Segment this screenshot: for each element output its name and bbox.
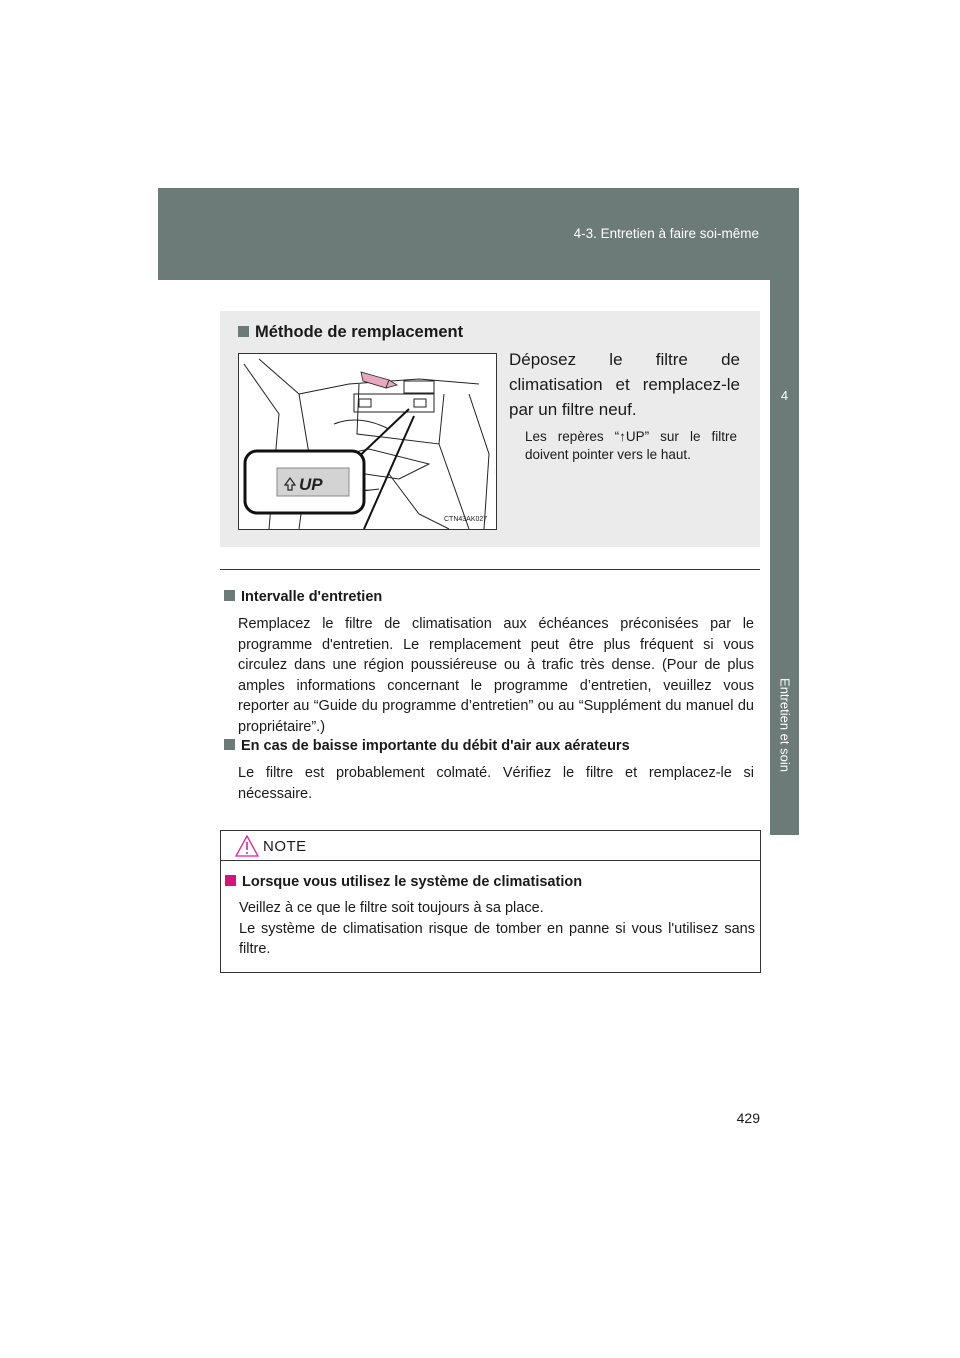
section-divider [220,569,760,570]
note-subtitle [225,874,582,890]
note-header [221,830,760,861]
note-box [220,830,761,973]
square-bullet-icon [225,875,236,886]
section-title-debit [224,738,630,754]
note-line: Veillez à ce que le filtre soit toujours à sa place. [239,900,544,916]
note-body [239,898,755,960]
warning-icon [235,835,259,857]
header-band [158,188,799,280]
section-body-intervalle: Remplacez le filtre de climatisation aux échéances préconisées par le programme d'entretien. Le remplacement peut être plus fréquent si vous circulez dans une région poussiéreuse ou à trafic très dense. (Pour de plus amples informations concernant le programme d’entretien, veuillez vous reporter au “Guide du programme d’entretien” ou au “Supplément du manuel du propriétaire”.) [238,616,754,735]
figure-code: CTN43AK027 [444,516,488,523]
section-title-text: En cas de baisse importante du débit d'air aux aérateurs [241,738,630,754]
section-body-debit: Le filtre est probablement colmaté. Vérifiez le filtre et remplacez-le si nécessaire. [238,765,754,802]
chapter-label: Entretien et soin [777,678,792,772]
method-instruction: Déposez le filtre de climatisation et remplacez-le par un filtre neuf. [509,350,740,419]
square-bullet-icon [238,326,249,337]
method-box [220,311,760,547]
section-title: 4-3. Entretien à faire soi-même [573,226,759,241]
note-subtitle-text: Lorsque vous utilisez le système de climatisation [242,874,583,890]
glovebox-filter-drawing [239,354,496,529]
method-title-text: Méthode de remplacement [255,323,464,341]
chapter-number: 4 [780,388,789,403]
section-title-intervalle [224,589,382,605]
chapter-side-tab [770,280,799,835]
section-title-text: Intervalle d'entretien [241,589,383,605]
note-line: Le système de climatisation risque de tomber en panne si vous l'utilisez sans filtre. [239,920,755,957]
method-title [238,323,463,342]
square-bullet-icon [224,590,235,601]
chapter-label-wrap [770,280,799,835]
square-bullet-icon [224,739,235,750]
up-label: UP [299,475,323,494]
filter-illustration [238,353,497,530]
method-note: Les repères “↑UP” sur le filtre doivent pointer vers le haut. [525,429,737,462]
note-title: NOTE [263,838,307,855]
page-number: 429 [736,1110,760,1126]
